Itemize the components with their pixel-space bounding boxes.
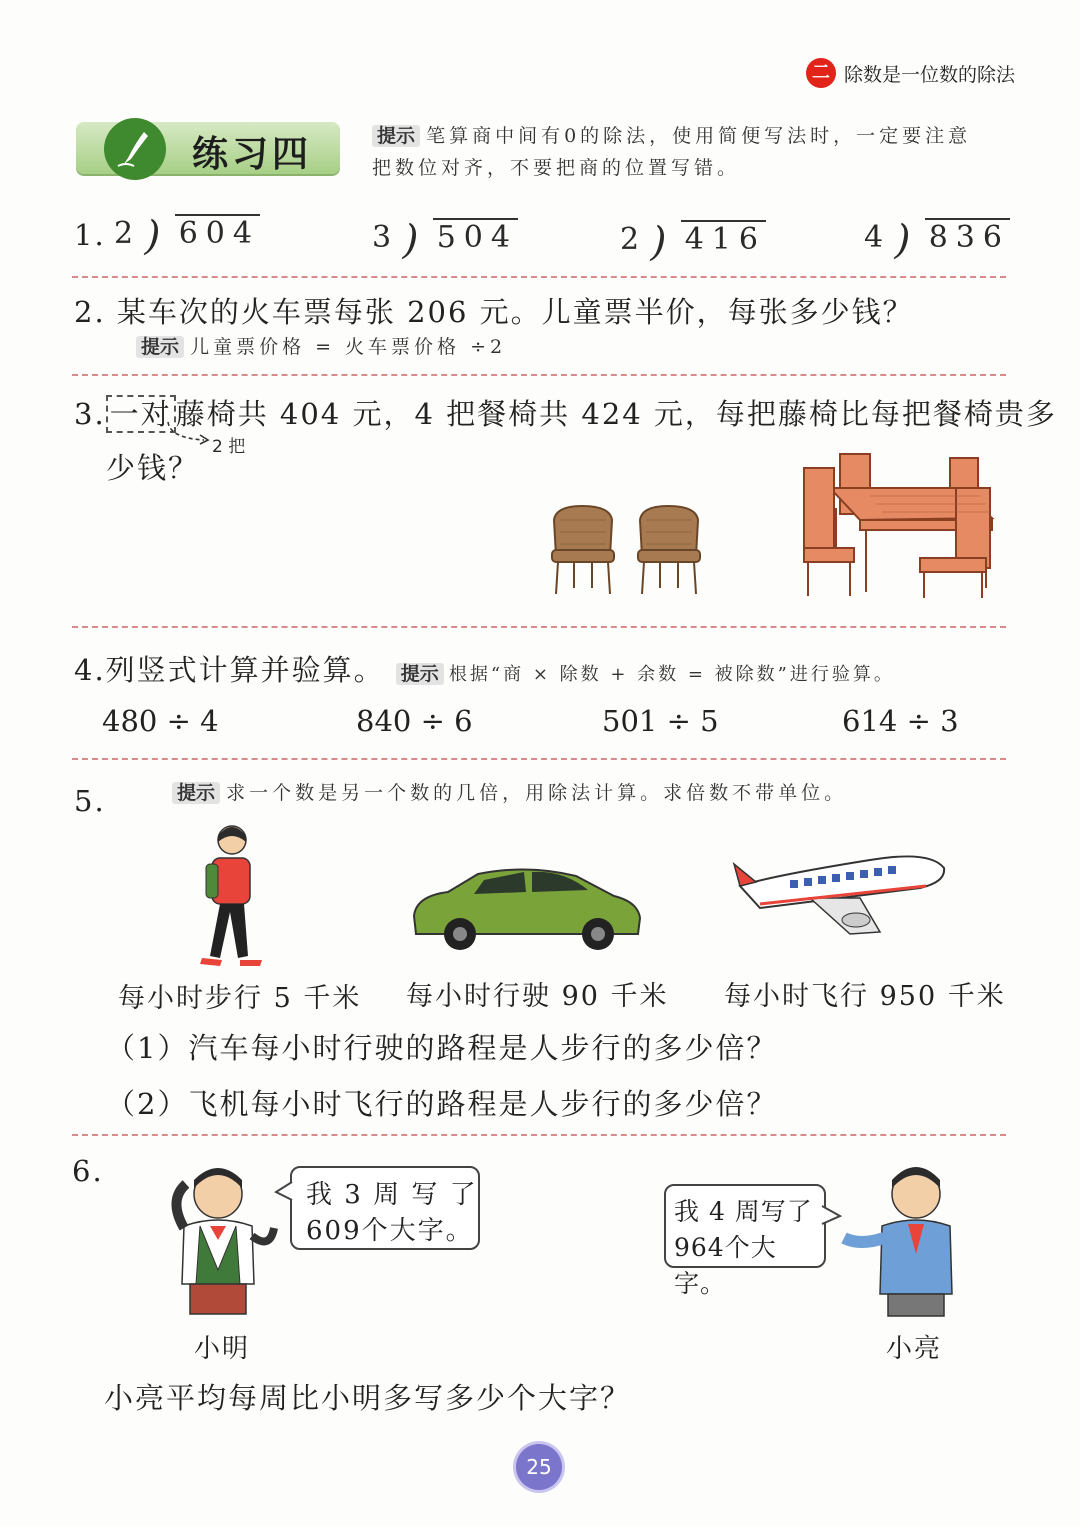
tip-label: 提示 (396, 663, 444, 685)
q3-boxed-word: 一对 (106, 395, 176, 433)
q3-annotation: 2 把 (212, 437, 246, 457)
q1-number: 1. (74, 218, 106, 252)
boy-xiaoliang-image (836, 1158, 976, 1318)
q3-question (74, 392, 1057, 433)
chapter-title: 除数是一位数的除法 (844, 63, 1016, 86)
dining-set-image (800, 448, 1000, 602)
chapter-header (806, 58, 1015, 88)
bubble-left-line2: 609个大字。 (306, 1216, 474, 1246)
boy-xiaoming-image (160, 1160, 290, 1320)
long-division: 3 ) 504 (372, 217, 518, 263)
long-division: 4 ) 836 (864, 217, 1010, 263)
q5-tip (172, 778, 847, 805)
bubble-tail-left (274, 1180, 294, 1204)
q2-text: 某车次的火车票每张 206 元。儿童票半价，每张多少钱？ (116, 295, 914, 329)
q4-problem: 480 ÷ 4 (102, 704, 219, 738)
chapter-badge: 二 (806, 58, 836, 88)
q4-problem: 501 ÷ 5 (602, 704, 719, 738)
rattan-chairs-image (546, 500, 716, 600)
car-image (408, 860, 644, 950)
divisor: 4 (864, 220, 892, 255)
divider (72, 276, 1006, 278)
airplane-image (730, 846, 950, 946)
q2-tip (136, 332, 506, 359)
long-division: 2 ) 416 (620, 219, 766, 265)
exercise-title: 练习四 (192, 134, 313, 175)
dividend: 604 (175, 214, 260, 251)
divider (72, 374, 1006, 376)
bubble-left-line1: 我 3 周 写 了 (306, 1180, 478, 1210)
speech-bubble-right (664, 1184, 826, 1298)
tip-label: 提示 (172, 782, 220, 804)
tip-text: 儿童票价格 = 火车票价格 ÷2 (190, 336, 507, 358)
q5-sub-question-2: （2）飞机每小时飞行的路程是人步行的多少倍？ (106, 1087, 778, 1121)
speech-bubble-left (290, 1166, 480, 1250)
tip-text: 根据“商 × 除数 + 余数 = 被除数”进行验算。 (448, 664, 895, 685)
tip-text-line2: 把数位对齐，不要把商的位置写错。 (372, 157, 741, 179)
q2-number: 2. (74, 295, 106, 329)
tip-text-line1: 笔算商中间有0的除法，使用简便写法时，一定要注意 (426, 125, 972, 147)
q3-text-line1: 藤椅共 404 元，4 把餐椅共 424 元，每把藤椅比每把餐椅贵多 (175, 397, 1057, 431)
q4-problem: 840 ÷ 6 (356, 704, 473, 738)
exercise-banner (76, 120, 340, 176)
tip-text: 求一个数是另一个数的几倍，用除法计算。求倍数不带单位。 (226, 782, 848, 804)
pen-icon (104, 118, 166, 180)
q3-text-line2: 少钱？ (106, 451, 200, 485)
name-xiaoliang: 小亮 (886, 1334, 943, 1364)
q4-text: 列竖式计算并验算。 (105, 653, 385, 687)
dividend: 416 (681, 220, 766, 257)
divider (72, 1134, 1006, 1136)
divisor: 2 (620, 222, 648, 257)
page-number: 25 (526, 1455, 552, 1479)
divider (72, 758, 1006, 760)
q4-question (74, 648, 895, 689)
caption-car: 每小时行驶 90 千米 (406, 981, 669, 1012)
tip-label: 提示 (136, 336, 184, 358)
q4-problem: 614 ÷ 3 (842, 704, 959, 738)
q5-number: 5. (74, 784, 106, 818)
bubble-right-line2: 964个大字。 (674, 1233, 777, 1298)
q6-number: 6. (72, 1154, 104, 1188)
divisor: 3 (372, 220, 400, 255)
page-number-badge (516, 1444, 562, 1490)
dividend: 504 (433, 218, 518, 255)
long-division: 2 ) 604 (114, 213, 260, 259)
walking-girl-image (190, 820, 280, 970)
dividend: 836 (925, 218, 1010, 255)
bubble-right-line1: 我 4 周写了 (674, 1197, 813, 1226)
top-tip (372, 120, 971, 184)
q3-number: 3. (74, 397, 106, 431)
q4-number: 4. (74, 653, 106, 687)
annotation-arrow (164, 420, 214, 450)
caption-walk: 每小时步行 5 千米 (118, 983, 362, 1014)
name-xiaoming: 小明 (194, 1334, 251, 1364)
q2-question (74, 290, 914, 331)
q5-sub-question-1: （1）汽车每小时行驶的路程是人步行的多少倍？ (106, 1031, 778, 1065)
q6-question: 小亮平均每周比小明多写多少个大字？ (104, 1381, 632, 1415)
tip-label: 提示 (372, 125, 420, 147)
divider (72, 626, 1006, 628)
divisor: 2 (114, 216, 142, 251)
caption-plane: 每小时飞行 950 千米 (724, 981, 1006, 1012)
